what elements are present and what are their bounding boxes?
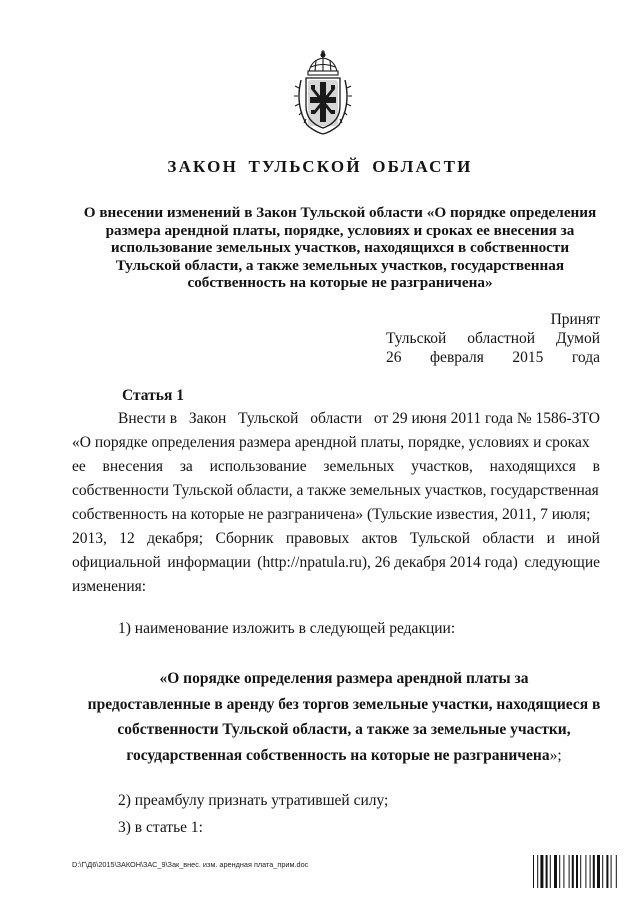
body-word: внесения [102,458,164,475]
quote-closing: »; [549,746,562,764]
quote-line: предоставленные в аренду без торгов земельные участки, находящиеся в [87,695,601,713]
adopted-word: февраля [430,349,484,366]
subtitle-line: О внесении изменений в Закон Тульской области «О порядке определения [83,204,597,221]
body-line [72,527,600,551]
body-word: следующие [524,554,600,571]
body-word: Тульской [238,410,299,427]
body-line [72,455,600,479]
body-word: Внести в [118,410,178,427]
body-word: Закон [188,410,227,427]
body-word: правовых [285,530,350,547]
body-word: земельных [323,458,395,475]
body-word: в [592,458,600,475]
body-word: Тульской [409,530,471,547]
article-heading: Статья 1 [122,387,184,404]
body-word: актов [361,530,398,547]
adopted-word: 2015 [512,349,544,366]
body-word: 2013, [72,530,107,547]
body-word: иной [567,530,600,547]
adopted-word: года [571,349,600,366]
barcode-icon [533,855,623,888]
body-word: области [482,530,535,547]
body-line: изменения: [72,578,147,595]
body-word: области [310,410,363,427]
amendment-item-2: 2) преамбулу признать утратившей силу; [118,792,389,809]
body-word: (http://npatula.ru), 26 декабря 2014 года) [257,554,518,571]
body-line [72,479,600,503]
quote-line: «О порядке определения размера арендной платы за [159,670,529,687]
law-title: ЗАКОН ТУЛЬСКОЙ ОБЛАСТИ [167,157,473,176]
body-word: собственность на которые не разграничена» (Тульские известия, 2011, 7 июля; [72,506,591,523]
quote-text: государственная собственность на которые не разграничена [126,746,550,764]
body-word: Сборник [215,530,274,547]
body-line [72,431,600,455]
adopted-word: 26 [386,349,402,366]
body-word: собственности Тульской области, а также земельных участков, государственная [72,482,599,499]
body-word: использование [209,458,307,475]
body-word: находящихся [489,458,576,475]
body-word: за [179,458,193,475]
amendment-item-1: 1) наименование изложить в следующей редакции: [118,620,456,637]
new-title-quote [60,666,628,768]
amendment-item-3: 3) в статье 1: [118,819,203,836]
body-word: официальной [72,554,161,571]
article-body [72,407,600,599]
body-word: от 29 июня 2011 года № 1586-ЗТО [373,410,600,427]
adopted-date [386,348,600,367]
subtitle-line: Тульской области, а также земельных участков, государственная [115,256,565,274]
body-word: информации [167,554,251,571]
body-line [72,551,600,575]
adopted-body [386,329,600,348]
subtitle-line: использование земельных участков, находящихся в собственности [110,239,570,257]
adopted-word: Думой [556,330,600,347]
body-line [72,503,600,527]
quote-line: собственности Тульской области, а также за земельные участки, [117,721,571,738]
subtitle-line: размера арендной платы, порядке, условиях и сроках ее внесения за [105,221,575,239]
body-word: 12 [119,530,135,547]
subtitle-line: собственность на которые не разграничена» [187,274,493,292]
quote-line [60,743,628,769]
body-word: и [546,530,555,547]
adoption-block [386,310,600,367]
body-word: декабря; [147,530,204,547]
adopted-label: Принят [550,311,600,328]
body-word: ее [72,458,86,475]
body-line [72,407,600,431]
adopted-word: Тульской [386,330,447,347]
body-word: «О порядке определения размера арендной платы, порядке, условиях и сроках [72,434,590,451]
adopted-word: областной [467,330,536,347]
coat-of-arms-icon [293,50,353,136]
law-subtitle [60,204,620,292]
body-word: участков, [411,458,473,475]
file-path-footer: D:\Г\Д6\2015\ЗАКОН\ЗАС_9\Зак_внес. изм. арендная плата_прим.doc [72,860,309,869]
